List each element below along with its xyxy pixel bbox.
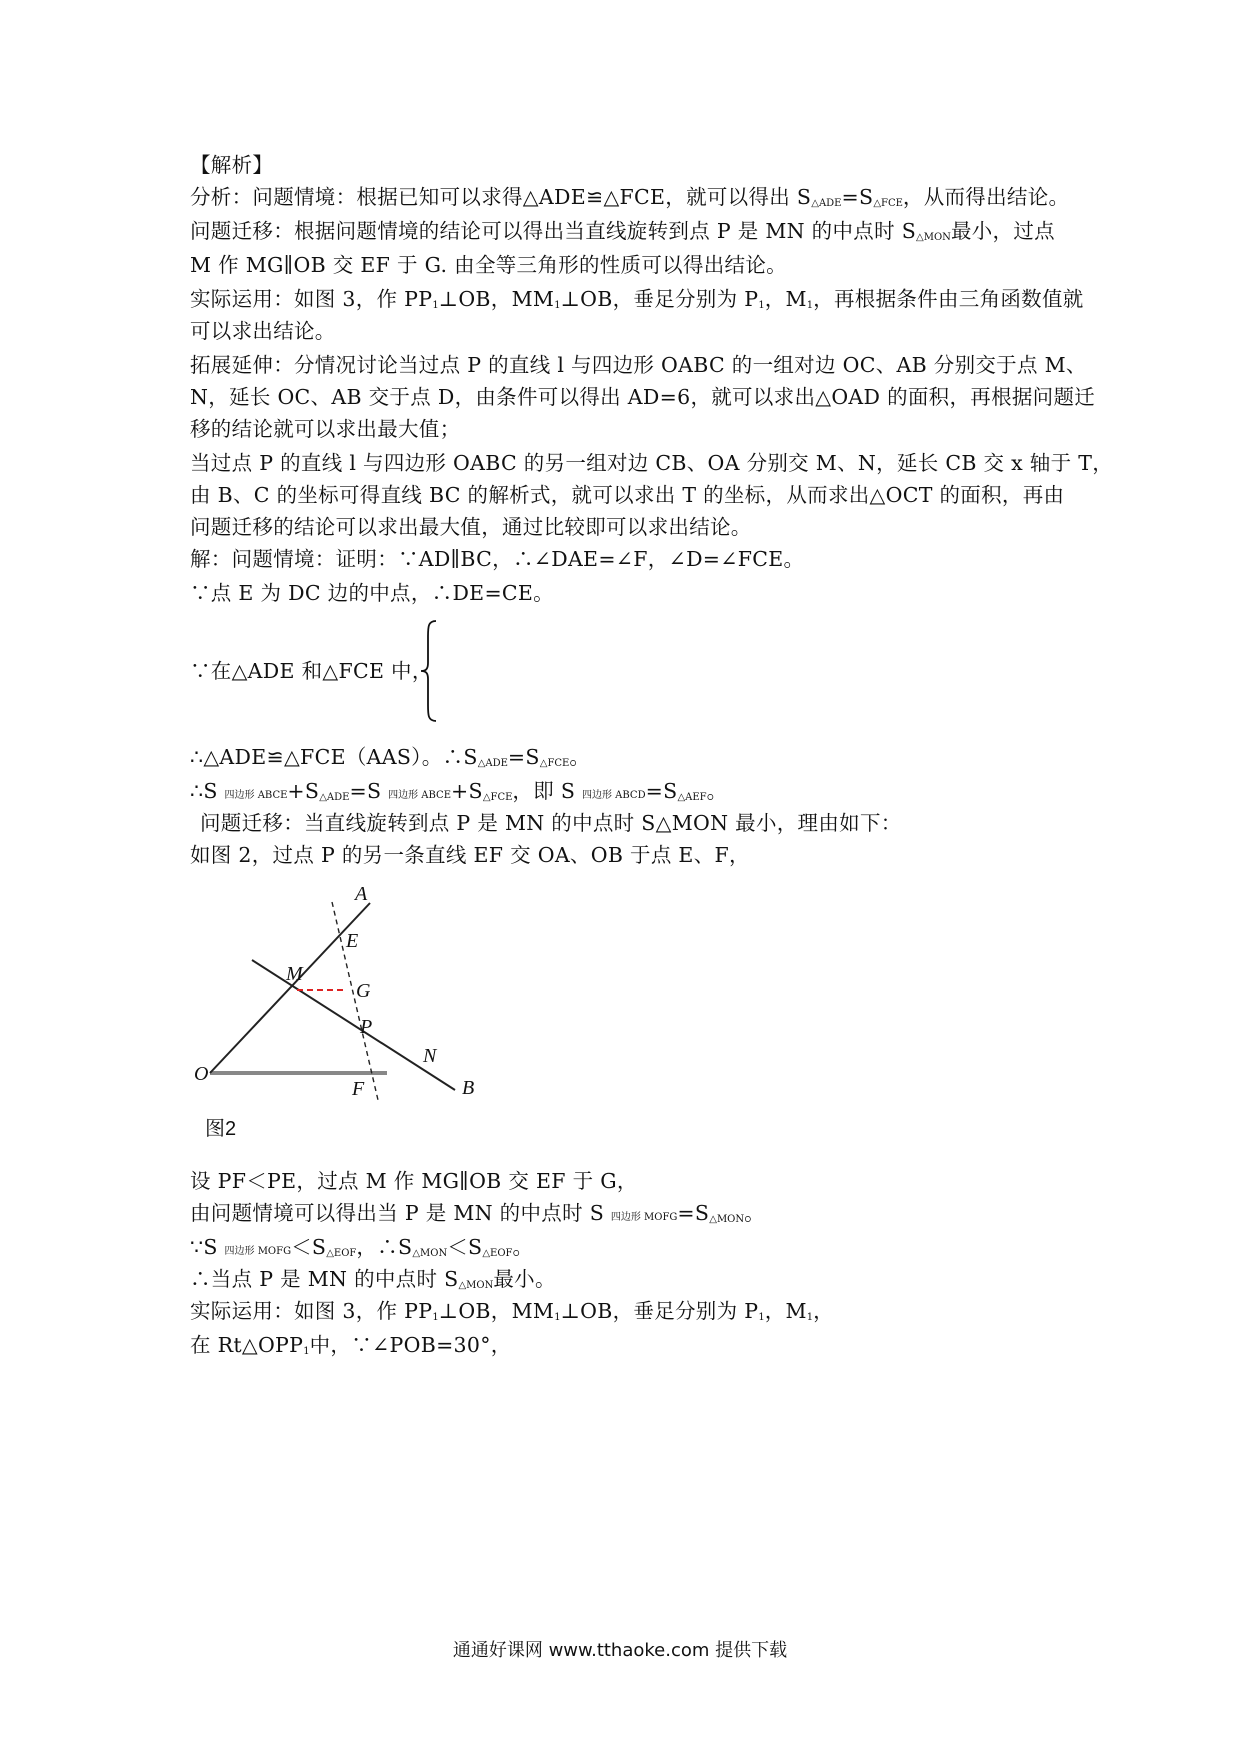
label-a: A (355, 883, 368, 905)
analysis-line-7: N，延长 OC、AB 交于点 D，由条件可以得出 AD=6，就可以求出△OAD 的面积，再根据问题迁 (190, 385, 1096, 409)
solution-line-6: 如图 2，过点 P 的另一条直线 EF 交 OA、OB 于点 E、F， (190, 843, 750, 867)
label-p: P (360, 1016, 373, 1038)
solution-line-4: ∴S 四边形 $ABCE+S_{\triangle ADE}=S$ 四边形 $ABCE+S_{\triangle FCE}$，即 S 四边形 $ABCD=S_{\triangle AEF}$。 (190, 779, 728, 803)
segment-oa (210, 903, 373, 1073)
analysis-line-9: 当过点 P 的直线 l 与四边形 OABC 的另一组对边 CB、OA 分别交 M、N，延长 CB 交 x 轴于 T， (190, 451, 1113, 475)
analysis-line-1: 分析：问题情境：根据已知可以求得△ADE≌△FCE，就可以得出 $S_{\triangle ADE}=S_{\triangle FCE}$，从而得出结论。 (190, 185, 1070, 209)
analysis-line-4: 实际运用：如图 3，作 $PP_1\perp OB$，$MM_1\perp OB$，垂足分别为 $P_1$，$M_1$，再根据条件由三角函数值就 (190, 287, 1084, 311)
label-o: O (194, 1063, 209, 1085)
solution-line-5: 问题迁移：当直线旋转到点 P 是 MN 的中点时 S△MON 最小，理由如下： (200, 811, 902, 835)
section-heading: 【解析】 (190, 153, 274, 177)
analysis-line-2: 问题迁移：根据问题情境的结论可以得出当直线旋转到点 P 是 MN 的中点时 $S_{\triangle MON}$最小，过点 (190, 219, 1055, 243)
system-prefix: ∵在△ADE 和△FCE 中， (190, 659, 433, 683)
analysis-line-6: 拓展延伸：分情况讨论当过点 P 的直线 l 与四边形 OABC 的一组对边 OC、AB 分别交于点 M、 (190, 353, 1087, 377)
analysis-line-5: 可以求出结论。 (190, 319, 336, 343)
geometry-figure (190, 880, 490, 1140)
label-e: E (346, 930, 359, 952)
figure-caption: 图2 (205, 1118, 237, 1140)
solution-line-11: 实际运用：如图 3，作 $PP_1\perp OB$，$MM_1\perp OB$，垂足分别为 $P_1$，$M_1$， (190, 1299, 834, 1323)
solution-line-9: ∵S 四边形 $MOFG<S_{\triangle EOF}$，$\therefore S_{\triangle MON}<S_{\triangle EOF}$。 (190, 1235, 534, 1259)
equation-system (418, 617, 618, 725)
label-f: F (352, 1078, 365, 1100)
footer-watermark: 通通好课网 www.tthaoke.com 提供下载 (452, 1640, 788, 1661)
analysis-line-11: 问题迁移的结论可以求出最大值，通过比较即可以求出结论。 (190, 515, 752, 539)
segment-mn-line (252, 960, 455, 1090)
solution-line-2: ∵点 E 为 DC 边的中点，∴DE=CE。 (190, 581, 554, 605)
solution-line-3: ∴△ADE≌△FCE（AAS）。$\therefore S_{\triangle ADE}=S_{\triangle FCE}$。 (190, 745, 591, 769)
solution-line-7: 设 PF＜PE，过点 M 作 MG∥OB 交 EF 于 G， (190, 1169, 638, 1193)
label-n: N (423, 1045, 437, 1067)
solution-line-10: ∴当点 P 是 MN 的中点时 $S_{\triangle MON}$最小。 (190, 1267, 556, 1291)
label-g: G (356, 980, 371, 1002)
left-brace-icon (418, 617, 442, 725)
label-m: M (286, 963, 303, 985)
analysis-line-8: 移的结论就可以求出最大值； (190, 417, 461, 441)
label-b: B (462, 1077, 475, 1099)
analysis-line-3: M 作 MG∥OB 交 EF 于 G. 由全等三角形的性质可以得出结论。 (190, 253, 787, 277)
solution-line-12: 在 $Rt\triangle OPP_1$中，∵∠POB=30°， (190, 1333, 512, 1357)
solution-line-8: 由问题情境可以得出当 P 是 MN 的中点时 S 四边形 $MOFG=S_{\triangle MON}$。 (190, 1201, 765, 1225)
solution-line-1: 解：问题情境：证明：∵AD∥BC，∴∠DAE=∠F，∠D=∠FCE。 (190, 547, 805, 571)
analysis-line-10: 由 B、C 的坐标可得直线 BC 的解析式，就可以求出 T 的坐标，从而求出△OCT 的面积，再由 (190, 483, 1065, 507)
